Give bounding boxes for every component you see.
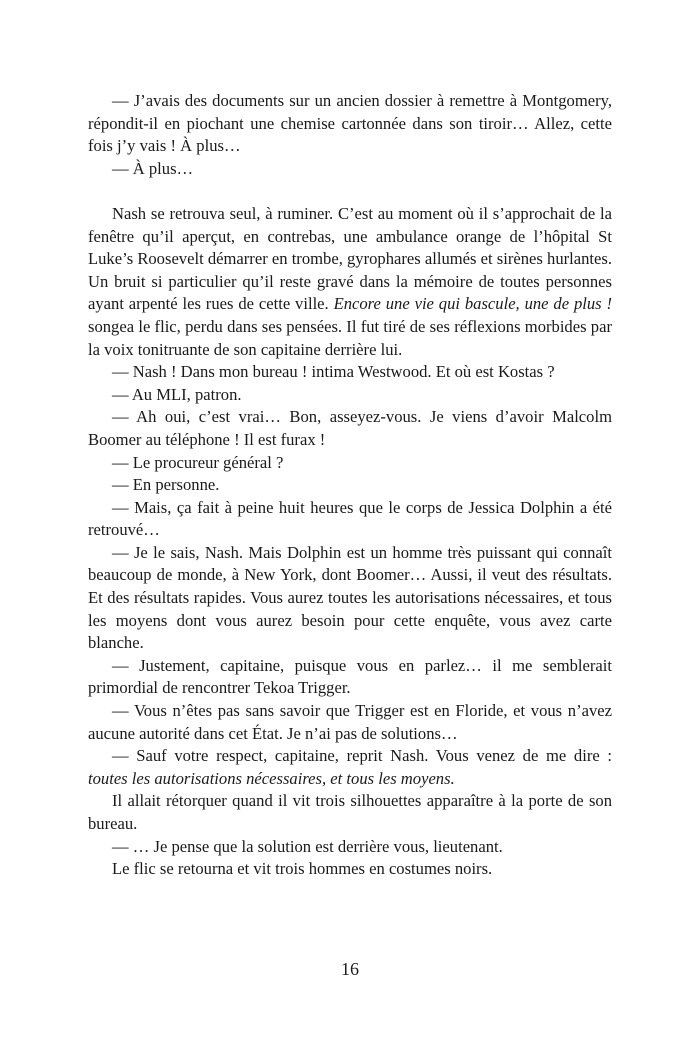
paragraph-text: songea le flic, perdu dans ses pensées. Il fut tiré de ses réflexions morbides par la voix tonitruante de son capitaine derrière lui. (88, 316, 612, 359)
paragraph: — Au MLI, patron. (112, 384, 242, 404)
paragraph: — Vous n’êtes pas sans savoir que Trigger est en Floride, et vous n’avez aucune autorité dans cet État. Je n’ai pas de solutions… (88, 701, 612, 743)
paragraph: — Justement, capitaine, puisque vous en parlez… il me semblerait primordial de rencontrer Tekoa Trigger. (88, 655, 612, 698)
paragraph: — À plus… (112, 158, 194, 178)
paragraph: Le flic se retourna et vit trois hommes en costumes noirs. (112, 859, 493, 879)
paragraph: — J’avais des documents sur un ancien dossier à remettre à Montgomery, répondit-il en piochant une chemise cartonnée dans son tiroir… Allez, cette fois j’y vais ! À plus… (88, 91, 612, 156)
paragraph: — Nash ! Dans mon bureau ! intima Westwood. Et où est Kostas ? (112, 362, 555, 382)
paragraph-italic-text: toutes les autorisations nécessaires, et tous les moyens. (88, 768, 455, 788)
paragraph-text: Nash se retrouva seul, à ruminer. C’est au moment où il s’approchait de la fenêtre qu’il aperçut, en contrebas, une ambulance orange de l’hôpital St Luke’s Roosevelt démarrer en trombe, gyrophares allumés et sirènes hurlantes. Un bruit si particulier qu’il reste gravé dans la mémoire de toutes personnes ayant arpenté les rues de cette ville. (88, 203, 612, 314)
paragraph: Il allait rétorquer quand il vit trois silhouettes apparaître à la porte de son bureau. (88, 791, 612, 833)
paragraph: — Ah oui, c’est vrai… Bon, asseyez-vous. Je viens d’avoir Malcolm Boomer au téléphone ! Il est furax ! (88, 407, 612, 449)
paragraph (88, 203, 612, 361)
paragraph-italic-text: Encore une vie qui bascule, une de plus ! (333, 294, 613, 314)
paragraph: — Le procureur général ? (112, 452, 284, 472)
paragraph: — Je le sais, Nash. Mais Dolphin est un homme très puissant qui connaît beaucoup de monde, à New York, dont Boomer… Aussi, il veut des résultats. Et des résultats rapides. Vous aurez toutes les autorisations nécessaires, et tous les moyens dont vous aurez besoin pour cette enquête, vous avez carte blanche. (88, 542, 612, 653)
page-number: 16 (341, 959, 359, 979)
paragraph (88, 745, 612, 790)
page-body (88, 90, 612, 881)
paragraph: — Mais, ça fait à peine huit heures que le corps de Jessica Dolphin a été retrouvé… (88, 497, 612, 540)
paragraph: — … Je pense que la solution est derrière vous, lieutenant. (112, 836, 503, 856)
paragraph-text: — Sauf votre respect, capitaine, reprit Nash. Vous venez de me dire : (112, 746, 612, 766)
paragraph: — En personne. (112, 475, 220, 495)
